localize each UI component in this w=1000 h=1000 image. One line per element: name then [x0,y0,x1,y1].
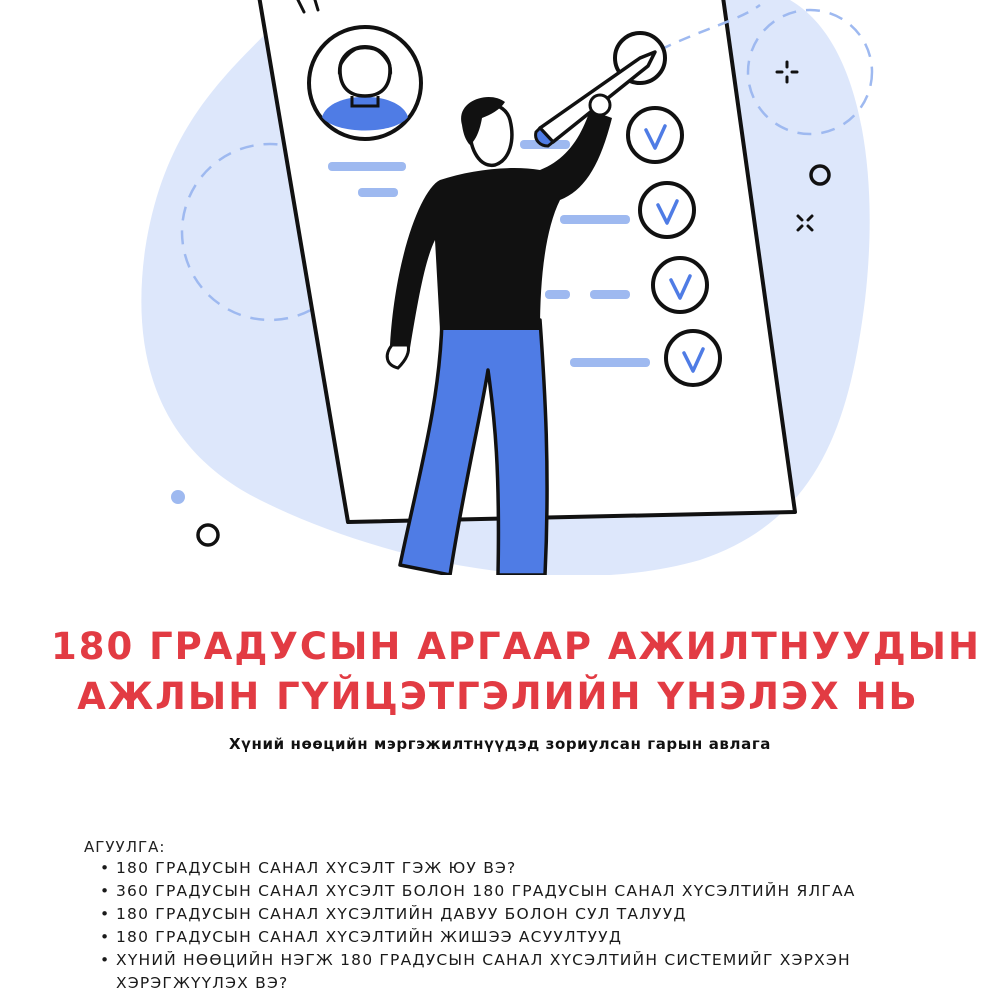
toc-item [100,903,960,926]
toc-item-text: 180 ГРАДУСЫН САНАЛ ХҮСЭЛТ ГЭЖ ЮУ ВЭ? [116,859,517,877]
toc-list [100,857,960,995]
toc-item-text: 360 ГРАДУСЫН САНАЛ ХҮСЭЛТ БОЛОН 180 ГРАДУСЫН САНАЛ ХҮСЭЛТИЙН ЯЛГАА [116,882,856,900]
toc-item [100,880,960,903]
toc-item [100,949,960,995]
blue-dot [171,490,185,504]
document-title-line-1: 180 ГРАДУСЫН АРГААР АЖИЛТНУУДЫН [50,625,981,668]
toc-item [100,926,960,949]
avatar-icon [309,27,421,139]
toc-item [100,857,960,880]
toc-item-text: 180 ГРАДУСЫН САНАЛ ХҮСЭЛТИЙН ДАВУУ БОЛОН СУЛ ТАЛУУД [116,905,687,923]
toc-item-text: 180 ГРАДУСЫН САНАЛ ХҮСЭЛТИЙН ЖИШЭЭ АСУУЛТУУД [116,928,623,946]
document-subtitle: Хүний нөөцийн мэргэжилтнүүдэд зориулсан гарын авлага [228,735,771,753]
toc-heading: АГУУЛГА: [84,838,166,856]
small-ring-left [198,525,218,545]
bullet-icon: • [100,928,111,946]
bullet-icon: • [100,905,111,923]
bullet-icon: • [100,859,111,877]
document-title-line-2: АЖЛЫН ГҮЙЦЭТГЭЛИЙН ҮНЭЛЭХ НЬ [77,675,919,718]
toc-item-text: ХҮНИЙ НӨӨЦИЙН НЭГЖ 180 ГРАДУСЫН САНАЛ ХҮСЭЛТИЙН СИСТЕМИЙГ ХЭРХЭН ХЭРЭГЖҮҮЛЭХ ВЭ? [116,951,851,992]
bullet-icon: • [100,882,111,900]
bullet-icon: • [100,951,111,969]
